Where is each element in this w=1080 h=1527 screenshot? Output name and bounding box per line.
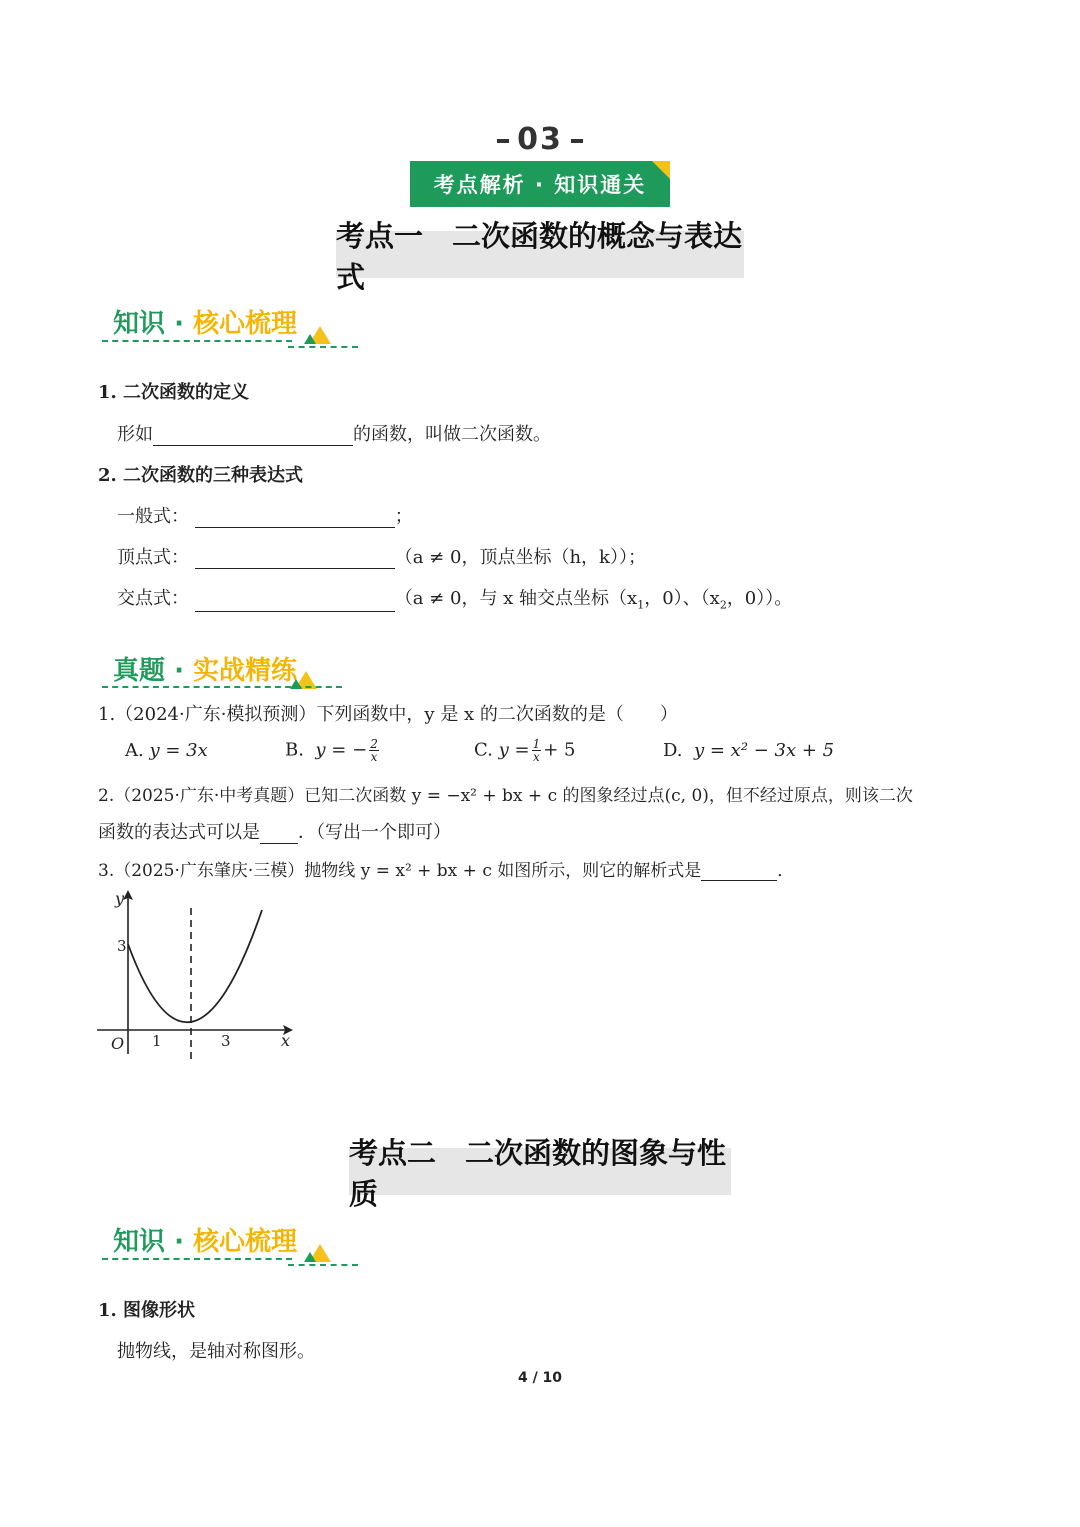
badge-underline <box>102 686 342 688</box>
fraction: $\frac{1}{x}$ <box>532 737 541 764</box>
badge-underline <box>102 1258 292 1260</box>
y-intercept-label: 3 <box>117 937 127 955</box>
x-axis-label: x <box>281 1031 291 1050</box>
root-1-label: 1 <box>152 1032 162 1050</box>
q3-answer-blank[interactable] <box>701 880 777 881</box>
q1-option-c[interactable]: C. y = $\frac{1}{x}$ + 5 <box>474 737 576 764</box>
definition-line: 形如 的函数，叫做二次函数。 <box>117 424 551 445</box>
y-axis-label: y <box>115 889 125 908</box>
general-form-blank[interactable] <box>195 527 395 528</box>
root-2-label: 3 <box>221 1032 231 1050</box>
page-footer: 4 / 10 <box>517 1370 563 1386</box>
topic2-title: 考点二 二次函数的图象与性质 <box>349 1148 731 1195</box>
question-1-stem: 1.（2024·广东·模拟预测）下列函数中，y 是 x 的二次函数的是（ ） <box>98 704 678 725</box>
triangle-small-icon <box>304 334 316 344</box>
shape-text: 抛物线，是轴对称图形。 <box>117 1341 315 1362</box>
q1-option-d[interactable]: D. y = x² − 3x + 5 <box>663 740 835 761</box>
practice-badge: 真题 · 实战精练 <box>113 656 298 686</box>
banner-corner-decoration <box>652 161 670 179</box>
q1-option-b[interactable]: B. y = − $\frac{2}{x}$ <box>285 737 378 764</box>
shape-heading: 1. 图像形状 <box>98 1300 196 1321</box>
vertex-form-blank[interactable] <box>195 568 395 569</box>
question-2-line-2: 函数的表达式可以是 ．（写出一个即可） <box>98 822 451 843</box>
dash-left <box>497 139 509 143</box>
q2-answer-blank[interactable] <box>260 843 298 844</box>
section-number: 03 <box>0 122 1080 157</box>
badge-underline <box>102 340 292 342</box>
q1-option-a[interactable]: A. y = 3x <box>125 740 208 761</box>
parabola-curve <box>128 910 262 1022</box>
forms-heading: 2. 二次函数的三种表达式 <box>98 465 304 486</box>
knowledge-badge-2: 知识 · 核心梳理 <box>113 1227 298 1257</box>
question-2-line-1: 2.（2025·广东·中考真题）已知二次函数 y = −x² + bx + c 的图象经过点(c, 0)，但不经过原点，则该二次 <box>98 786 913 806</box>
vertex-form-line: 顶点式： （a ≠ 0，顶点坐标（h，k））； <box>117 547 646 568</box>
badge-underline-tail <box>288 1264 358 1266</box>
triangle-small-icon <box>304 1252 316 1262</box>
badge-underline-tail <box>288 346 358 348</box>
general-form-line: 一般式： ； <box>117 506 413 527</box>
intercept-form-blank[interactable] <box>195 611 395 612</box>
parabola-graph <box>95 884 305 1069</box>
dash-right <box>571 139 583 143</box>
definition-heading: 1. 二次函数的定义 <box>98 382 250 403</box>
section-banner: 考点解析 · 知识通关 <box>410 161 670 207</box>
origin-label: O <box>111 1034 125 1053</box>
knowledge-badge-1: 知识 · 核心梳理 <box>113 309 298 339</box>
definition-blank[interactable] <box>153 445 353 446</box>
fraction: $\frac{2}{x}$ <box>370 737 378 764</box>
intercept-form-line: 交点式： （a ≠ 0，与 x 轴交点坐标（$x_1$，0）、（$x_2$，0））。 <box>117 588 793 612</box>
topic1-title: 考点一 二次函数的概念与表达式 <box>336 218 743 294</box>
question-3: 3.（2025·广东肇庆·三模）抛物线 y = x² + bx + c 如图所示，则它的解析式是 ． <box>98 861 795 881</box>
